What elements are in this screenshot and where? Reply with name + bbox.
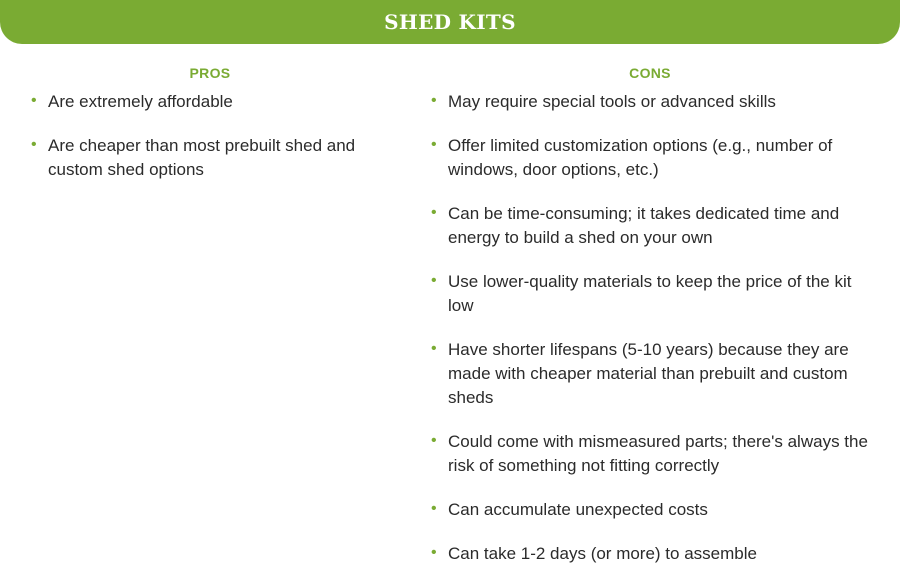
bullet-icon: • bbox=[431, 544, 437, 561]
cons-heading: CONS bbox=[629, 65, 671, 81]
bullet-icon: • bbox=[31, 136, 37, 153]
pros-column bbox=[30, 62, 400, 202]
list-item bbox=[30, 90, 400, 114]
list-item-text: May require special tools or advanced skills bbox=[448, 92, 776, 111]
pros-heading: PROS bbox=[189, 65, 231, 81]
bullet-icon: • bbox=[431, 136, 437, 153]
list-item bbox=[430, 202, 880, 250]
list-item bbox=[430, 134, 880, 182]
cons-column bbox=[430, 62, 880, 586]
bullet-icon: • bbox=[431, 272, 437, 289]
bullet-icon: • bbox=[431, 432, 437, 449]
list-item-text: Are extremely affordable bbox=[48, 92, 233, 111]
list-item bbox=[430, 270, 880, 318]
title-banner bbox=[0, 0, 900, 44]
bullet-icon: • bbox=[431, 500, 437, 517]
list-item-text: Have shorter lifespans (5-10 years) because they are made with cheaper material than prebuilt and custom sheds bbox=[448, 340, 849, 407]
list-item-text: Are cheaper than most prebuilt shed and custom shed options bbox=[48, 136, 356, 179]
page-title: SHED KITS bbox=[384, 10, 516, 34]
bullet-icon: • bbox=[431, 92, 437, 109]
list-item bbox=[30, 134, 400, 182]
bullet-icon: • bbox=[431, 340, 437, 357]
list-item bbox=[430, 430, 880, 478]
list-item bbox=[430, 90, 880, 114]
pros-list bbox=[30, 90, 400, 182]
list-item bbox=[430, 542, 880, 566]
list-item-text: Can accumulate unexpected costs bbox=[448, 500, 708, 519]
list-item bbox=[430, 338, 880, 410]
list-item-text: Offer limited customization options (e.g., number of windows, door options, etc.) bbox=[448, 136, 833, 179]
bullet-icon: • bbox=[431, 204, 437, 221]
bullet-icon: • bbox=[31, 92, 37, 109]
list-item-text: Could come with mismeasured parts; there's always the risk of something not fitting correctly bbox=[448, 432, 868, 475]
list-item-text: Can take 1-2 days (or more) to assemble bbox=[448, 544, 757, 563]
list-item bbox=[430, 498, 880, 522]
list-item-text: Use lower-quality materials to keep the price of the kit low bbox=[448, 272, 852, 315]
cons-list bbox=[430, 90, 880, 566]
list-item-text: Can be time-consuming; it takes dedicated time and energy to build a shed on your own bbox=[448, 204, 840, 247]
